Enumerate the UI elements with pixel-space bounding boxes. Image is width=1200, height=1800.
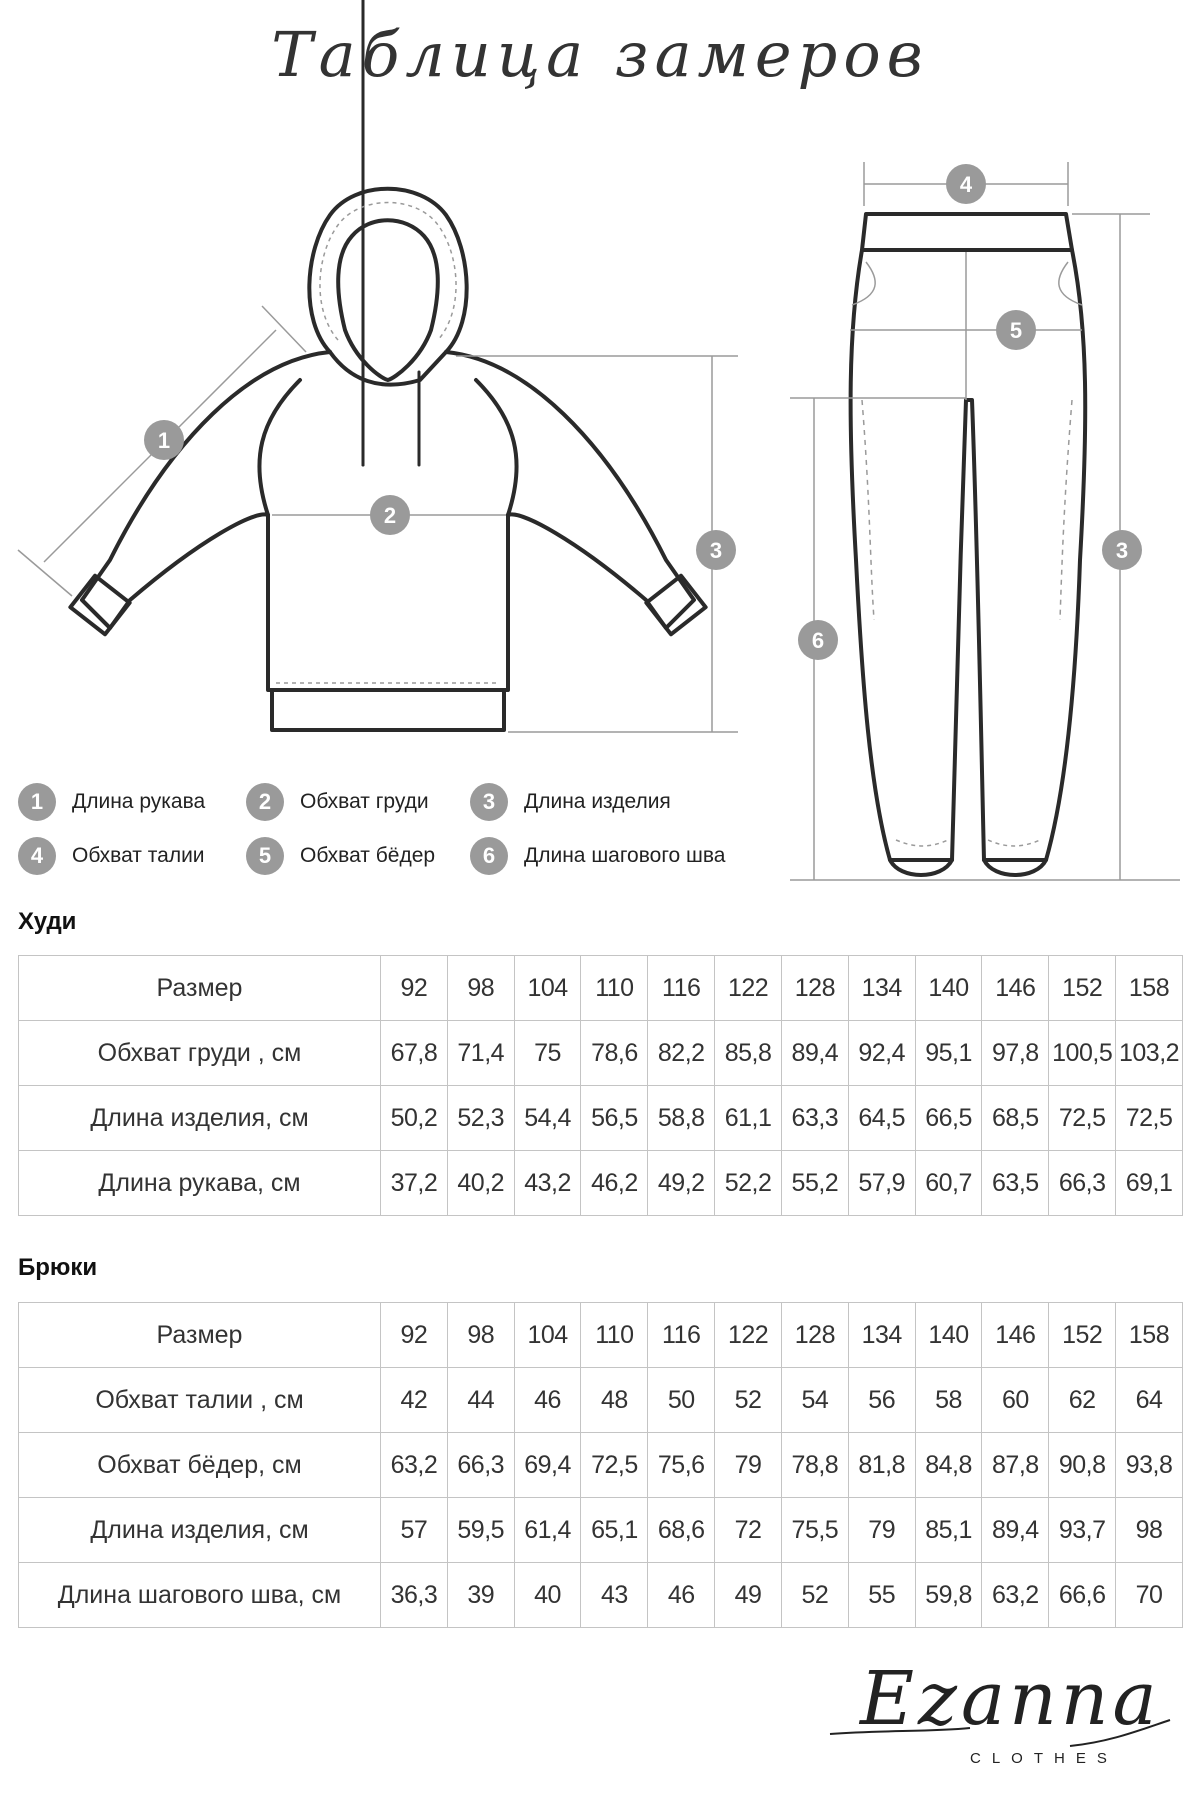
value-cell: 57,9	[848, 1151, 915, 1216]
size-cell: 122	[715, 1303, 782, 1368]
legend-item-hips	[246, 836, 435, 876]
value-cell: 90,8	[1049, 1433, 1116, 1498]
table-row	[19, 1086, 1183, 1151]
measurement-legend	[18, 782, 778, 892]
value-cell: 46,2	[581, 1151, 648, 1216]
value-cell: 95,1	[915, 1021, 982, 1086]
table-row	[19, 1151, 1183, 1216]
value-cell: 64	[1116, 1368, 1183, 1433]
value-cell: 46	[648, 1563, 715, 1628]
value-cell: 63,2	[982, 1563, 1049, 1628]
value-cell: 52,2	[715, 1151, 782, 1216]
value-cell: 48	[581, 1368, 648, 1433]
legend-label: Обхват груди	[300, 790, 429, 813]
table-row	[19, 1433, 1183, 1498]
value-cell: 63,5	[982, 1151, 1049, 1216]
value-cell: 42	[381, 1368, 448, 1433]
value-cell: 60	[982, 1368, 1049, 1433]
value-cell: 93,8	[1116, 1433, 1183, 1498]
value-cell: 37,2	[381, 1151, 448, 1216]
pants-size-table	[18, 1302, 1183, 1628]
value-cell: 78,6	[581, 1021, 648, 1086]
size-cell: 110	[581, 956, 648, 1021]
pants-illustration	[851, 214, 1086, 875]
value-cell: 78,8	[781, 1433, 848, 1498]
value-cell: 75,5	[781, 1498, 848, 1563]
pants-stitching	[852, 252, 1082, 846]
value-cell: 66,3	[447, 1433, 514, 1498]
size-cell: 146	[982, 1303, 1049, 1368]
value-cell: 52	[781, 1563, 848, 1628]
table-row	[19, 1368, 1183, 1433]
value-cell: 55,2	[781, 1151, 848, 1216]
size-cell: 140	[915, 956, 982, 1021]
svg-text:3: 3	[1115, 538, 1129, 563]
legend-item-sleeve-length	[18, 782, 205, 822]
header-label: Размер	[19, 1303, 381, 1368]
table-row	[19, 1021, 1183, 1086]
page-title: Таблица замеров	[271, 18, 929, 91]
value-cell: 39	[447, 1563, 514, 1628]
row-label: Длина рукава, см	[19, 1151, 381, 1216]
value-cell: 71,4	[447, 1021, 514, 1086]
size-cell: 116	[648, 956, 715, 1021]
size-cell: 98	[447, 1303, 514, 1368]
value-cell: 57	[381, 1498, 448, 1563]
value-cell: 97,8	[982, 1021, 1049, 1086]
value-cell: 40	[514, 1563, 581, 1628]
legend-number: 4	[18, 837, 56, 875]
value-cell: 79	[715, 1433, 782, 1498]
value-cell: 72,5	[581, 1433, 648, 1498]
value-cell: 63,3	[781, 1086, 848, 1151]
value-cell: 84,8	[915, 1433, 982, 1498]
legend-label: Обхват талии	[72, 844, 205, 867]
marker-3-pants-length	[1102, 530, 1142, 570]
legend-item-waist	[18, 836, 205, 876]
legend-item-inseam	[470, 836, 725, 876]
row-label: Длина изделия, см	[19, 1498, 381, 1563]
value-cell: 46	[514, 1368, 581, 1433]
value-cell: 59,5	[447, 1498, 514, 1563]
table-row	[19, 1563, 1183, 1628]
value-cell: 85,8	[715, 1021, 782, 1086]
value-cell: 72,5	[1049, 1086, 1116, 1151]
svg-text:6: 6	[811, 628, 825, 653]
value-cell: 58	[915, 1368, 982, 1433]
value-cell: 89,4	[781, 1021, 848, 1086]
size-cell: 92	[381, 956, 448, 1021]
size-cell: 128	[781, 956, 848, 1021]
legend-label: Обхват бёдер	[300, 844, 436, 867]
size-cell: 134	[848, 956, 915, 1021]
row-label: Длина шагового шва, см	[19, 1563, 381, 1628]
value-cell: 79	[848, 1498, 915, 1563]
marker-3-hoodie-length	[696, 530, 736, 570]
table-header-row	[19, 956, 1183, 1021]
size-cell: 116	[648, 1303, 715, 1368]
header-label: Размер	[19, 956, 381, 1021]
row-label: Обхват бёдер, см	[19, 1433, 381, 1498]
value-cell: 43	[581, 1563, 648, 1628]
value-cell: 43,2	[514, 1151, 581, 1216]
value-cell: 66,5	[915, 1086, 982, 1151]
measurement-markers	[144, 164, 1142, 660]
value-cell: 52,3	[447, 1086, 514, 1151]
svg-text:1: 1	[157, 428, 171, 453]
value-cell: 87,8	[982, 1433, 1049, 1498]
value-cell: 40,2	[447, 1151, 514, 1216]
value-cell: 68,6	[648, 1498, 715, 1563]
value-cell: 56,5	[581, 1086, 648, 1151]
legend-label: Длина изделия	[524, 790, 671, 813]
value-cell: 50,2	[381, 1086, 448, 1151]
row-label: Обхват груди , см	[19, 1021, 381, 1086]
row-label: Длина изделия, см	[19, 1086, 381, 1151]
value-cell: 59,8	[915, 1563, 982, 1628]
size-cell: 152	[1049, 1303, 1116, 1368]
hoodie-section-title: Худи	[18, 908, 77, 935]
value-cell: 67,8	[381, 1021, 448, 1086]
size-cell: 104	[514, 956, 581, 1021]
size-cell: 128	[781, 1303, 848, 1368]
size-cell: 92	[381, 1303, 448, 1368]
value-cell: 44	[447, 1368, 514, 1433]
value-cell: 66,6	[1049, 1563, 1116, 1628]
value-cell: 98	[1116, 1498, 1183, 1563]
value-cell: 85,1	[915, 1498, 982, 1563]
value-cell: 69,1	[1116, 1151, 1183, 1216]
value-cell: 61,4	[514, 1498, 581, 1563]
value-cell: 54,4	[514, 1086, 581, 1151]
size-cell: 158	[1116, 956, 1183, 1021]
value-cell: 89,4	[982, 1498, 1049, 1563]
marker-4-waist	[946, 164, 986, 204]
value-cell: 93,7	[1049, 1498, 1116, 1563]
value-cell: 72	[715, 1498, 782, 1563]
value-cell: 61,1	[715, 1086, 782, 1151]
legend-item-length	[470, 782, 671, 822]
logo-wordmark: Ezanna	[860, 1656, 1161, 1742]
value-cell: 75,6	[648, 1433, 715, 1498]
svg-text:4: 4	[959, 172, 973, 197]
value-cell: 64,5	[848, 1086, 915, 1151]
value-cell: 92,4	[848, 1021, 915, 1086]
size-cell: 158	[1116, 1303, 1183, 1368]
marker-5-hips	[996, 310, 1036, 350]
size-cell: 110	[581, 1303, 648, 1368]
value-cell: 49,2	[648, 1151, 715, 1216]
table-row	[19, 1498, 1183, 1563]
legend-item-chest	[246, 782, 429, 822]
value-cell: 75	[514, 1021, 581, 1086]
svg-text:5: 5	[1009, 318, 1023, 343]
value-cell: 69,4	[514, 1433, 581, 1498]
svg-text:3: 3	[709, 538, 723, 563]
legend-number: 5	[246, 837, 284, 875]
size-cell: 104	[514, 1303, 581, 1368]
legend-label: Длина рукава	[72, 790, 206, 813]
value-cell: 66,3	[1049, 1151, 1116, 1216]
marker-1-sleeve	[144, 420, 184, 460]
value-cell: 62	[1049, 1368, 1116, 1433]
value-cell: 36,3	[381, 1563, 448, 1628]
value-cell: 63,2	[381, 1433, 448, 1498]
marker-2-chest	[370, 495, 410, 535]
size-cell: 98	[447, 956, 514, 1021]
value-cell: 54	[781, 1368, 848, 1433]
value-cell: 55	[848, 1563, 915, 1628]
legend-number: 3	[470, 783, 508, 821]
pants-dimension-lines	[790, 162, 1180, 880]
size-cell: 134	[848, 1303, 915, 1368]
value-cell: 100,5	[1049, 1021, 1116, 1086]
value-cell: 60,7	[915, 1151, 982, 1216]
size-cell: 146	[982, 956, 1049, 1021]
legend-number: 6	[470, 837, 508, 875]
value-cell: 58,8	[648, 1086, 715, 1151]
legend-label: Длина шагового шва	[524, 844, 726, 867]
brand-logo	[820, 1650, 1180, 1780]
size-cell: 140	[915, 1303, 982, 1368]
value-cell: 70	[1116, 1563, 1183, 1628]
value-cell: 49	[715, 1563, 782, 1628]
legend-number: 2	[246, 783, 284, 821]
table-header-row	[19, 1303, 1183, 1368]
svg-text:2: 2	[383, 503, 397, 528]
value-cell: 81,8	[848, 1433, 915, 1498]
value-cell: 103,2	[1116, 1021, 1183, 1086]
legend-number: 1	[18, 783, 56, 821]
hoodie-illustration	[70, 0, 705, 730]
row-label: Обхват талии , см	[19, 1368, 381, 1433]
value-cell: 65,1	[581, 1498, 648, 1563]
value-cell: 72,5	[1116, 1086, 1183, 1151]
value-cell: 50	[648, 1368, 715, 1433]
logo-subtitle: CLOTHES	[970, 1750, 1118, 1767]
size-cell: 152	[1049, 956, 1116, 1021]
size-cell: 122	[715, 956, 782, 1021]
value-cell: 68,5	[982, 1086, 1049, 1151]
marker-6-inseam	[798, 620, 838, 660]
hoodie-size-table	[18, 955, 1183, 1216]
value-cell: 56	[848, 1368, 915, 1433]
pants-section-title: Брюки	[18, 1254, 98, 1281]
value-cell: 82,2	[648, 1021, 715, 1086]
value-cell: 52	[715, 1368, 782, 1433]
